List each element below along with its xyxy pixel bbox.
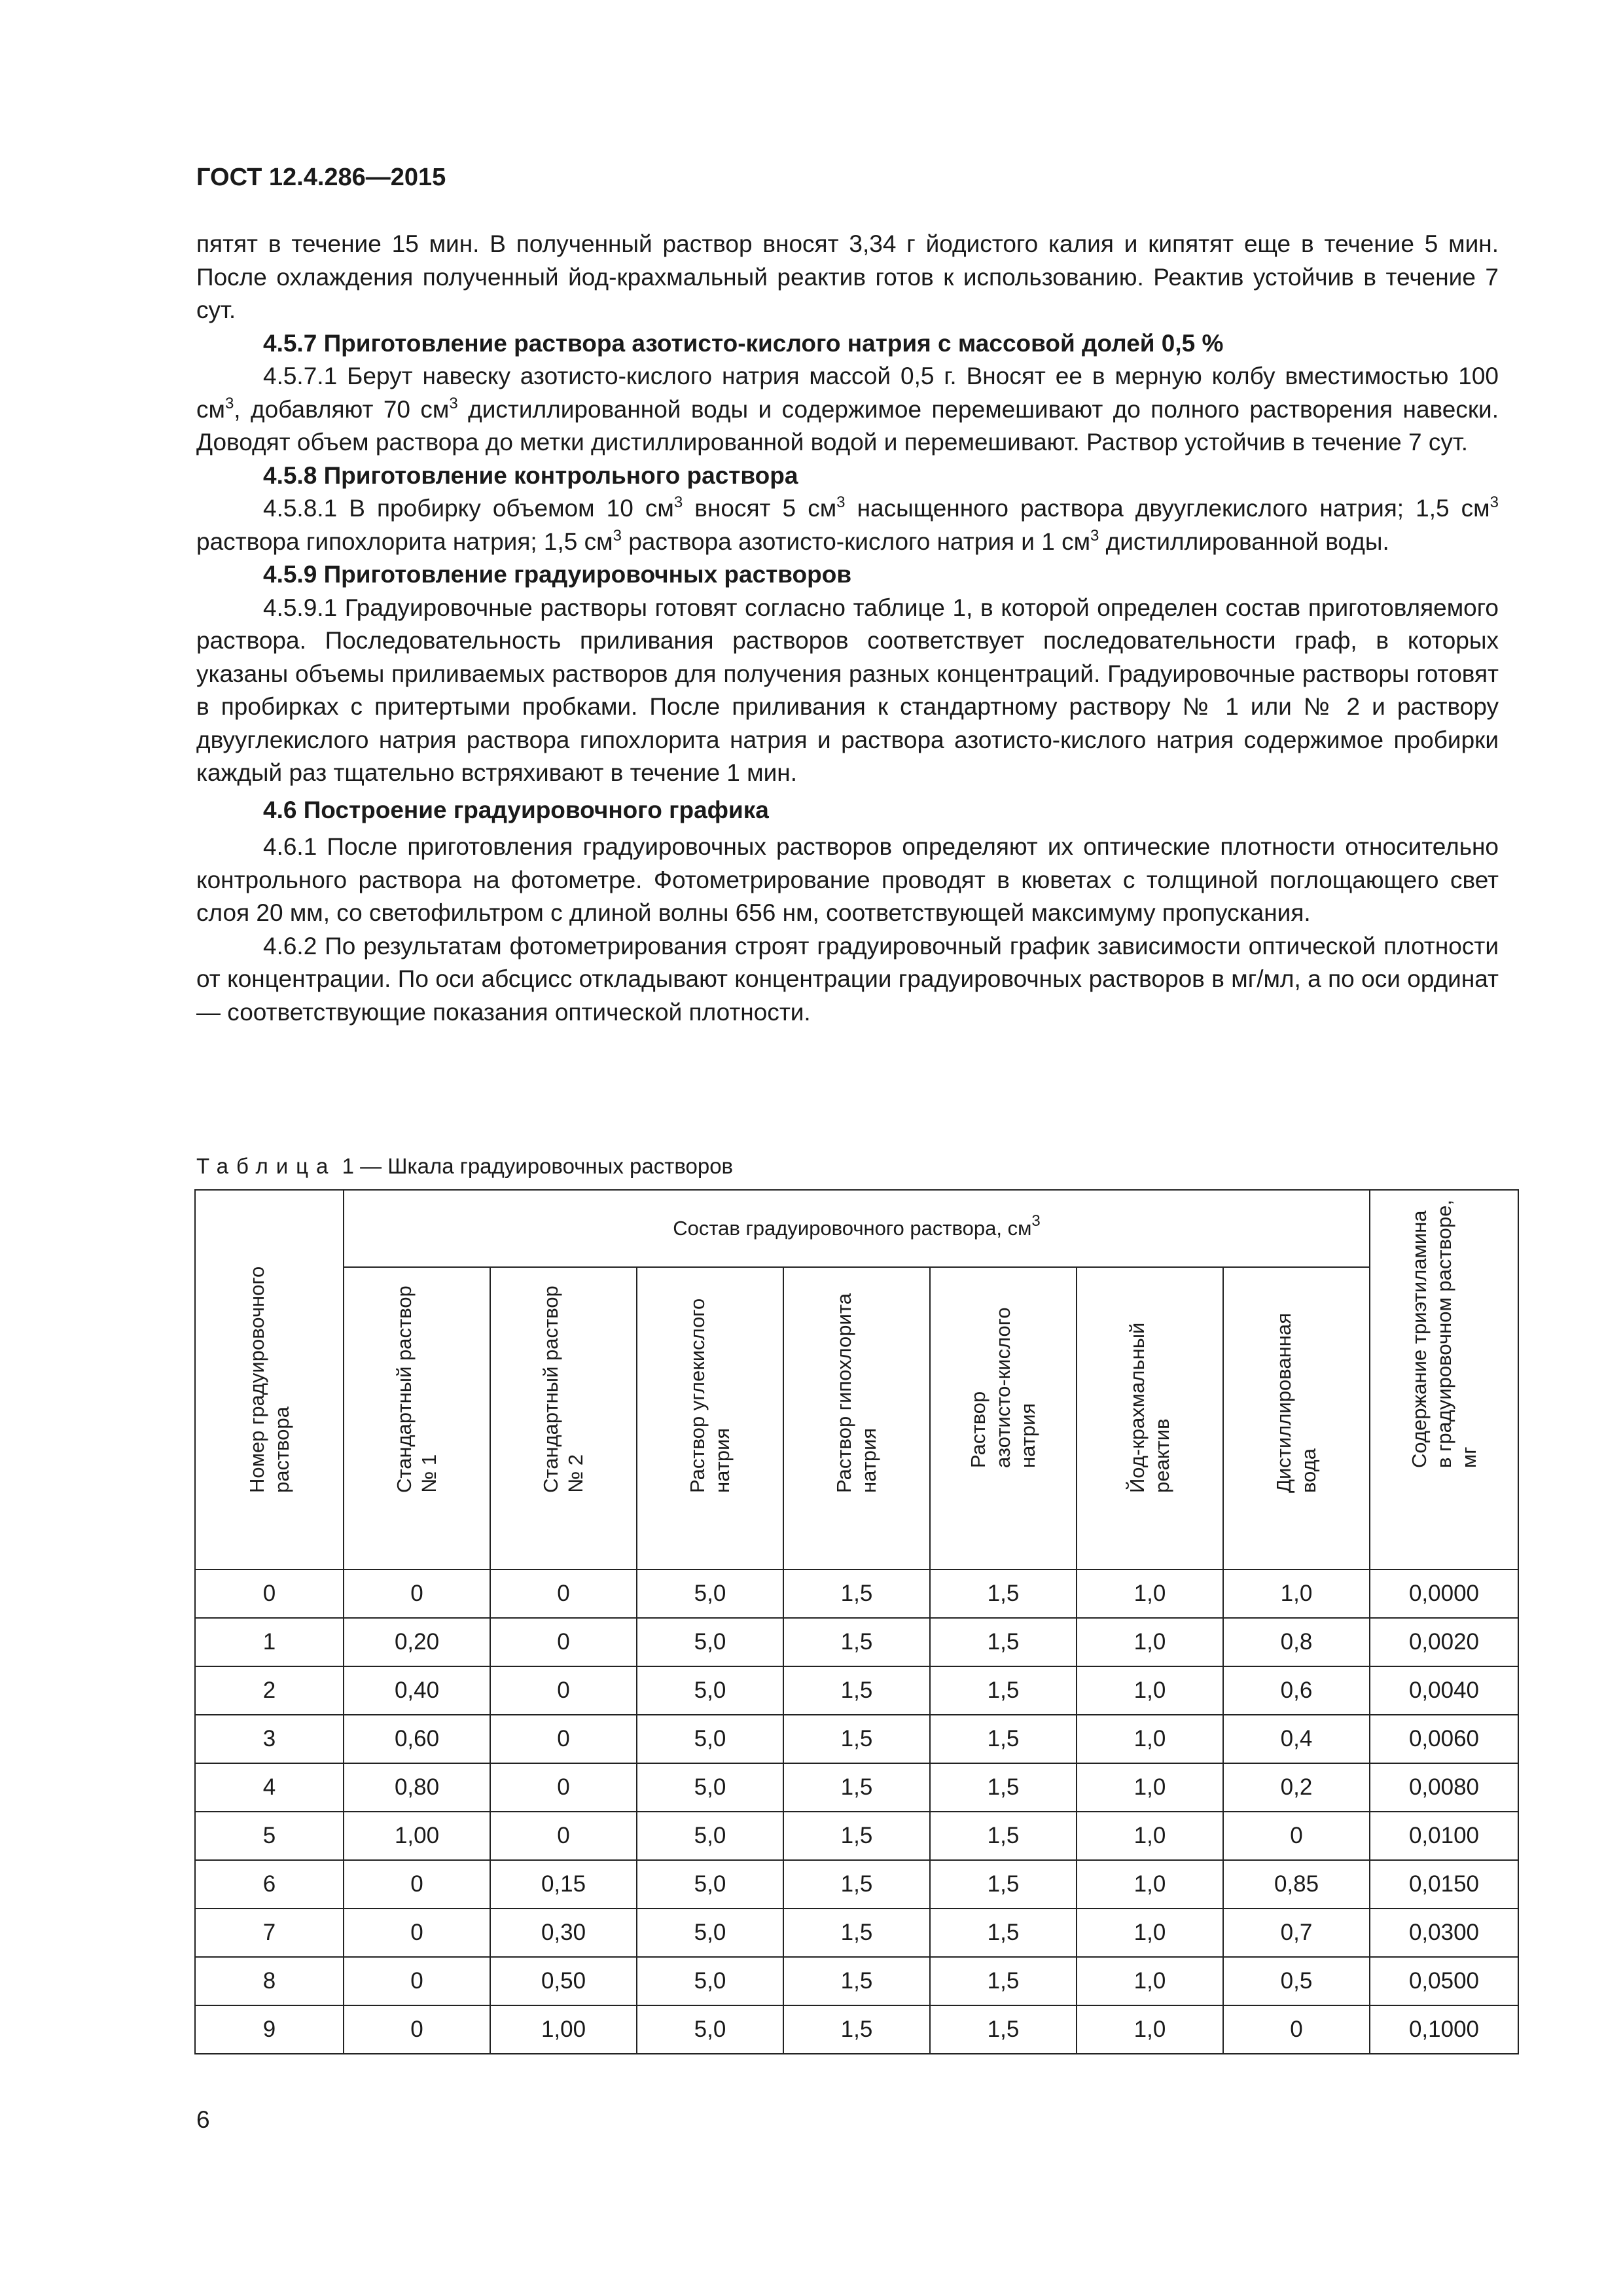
table-cell: 0,8 — [1223, 1618, 1370, 1666]
paragraph-4-6-2: 4.6.2 По результатам фотометрирования строят градуировочный график зависимости оптической плотности от концентрации. По оси абсцисс откладывают концентрации градуировочных растворов в мг/мл, а по оси ординат — соответствующие показания оптической плотности. — [196, 932, 1499, 1026]
table-row — [195, 1715, 1518, 1763]
table-cell: 5 — [195, 1812, 344, 1860]
table-cell: 5,0 — [637, 1763, 783, 1812]
table-cell: 1,5 — [783, 1618, 930, 1666]
table-cell: 1,0 — [1077, 1618, 1223, 1666]
table-row — [195, 2005, 1518, 2054]
table-cell: 0,40 — [344, 1666, 490, 1715]
table-cell: 0,0040 — [1370, 1666, 1518, 1715]
paragraph-4-6-1: 4.6.1 После приготовления градуировочных растворов определяют их оптические плотности относительно контрольного раствора на фотометре. Фотометрирование проводят в кюветах с толщиной поглощающего свет слоя 20 мм, со светофильтром с длиной волны 656 нм, соответствующей максимуму пропускания. — [196, 833, 1499, 926]
table-cell: 5,0 — [637, 2005, 783, 2054]
table-cell: 1,5 — [783, 1957, 930, 2005]
table-cell: 0 — [490, 1618, 637, 1666]
table-cell: 0,50 — [490, 1957, 637, 2005]
table-caption-label: Таблица — [196, 1154, 336, 1178]
table-cell: 1,0 — [1077, 1860, 1223, 1909]
table-row — [195, 1570, 1518, 1618]
calibration-table — [194, 1189, 1519, 2054]
table-cell: 0 — [344, 1909, 490, 1957]
table-caption-text: 1 — Шкала градуировочных растворов — [342, 1154, 734, 1178]
table-cell: 1,5 — [783, 1666, 930, 1715]
column-header-distilled-water: Дистиллированная вода — [1223, 1267, 1370, 1570]
table-cell: 0 — [195, 1570, 344, 1618]
table-cell: 0 — [344, 1860, 490, 1909]
table-cell: 0,0100 — [1370, 1812, 1518, 1860]
table-cell: 0 — [490, 1763, 637, 1812]
table-cell: 1,5 — [930, 1763, 1077, 1812]
table-cell: 5,0 — [637, 1618, 783, 1666]
table-cell: 1,5 — [930, 1618, 1077, 1666]
table-cell: 1,0 — [1077, 1763, 1223, 1812]
table-cell: 1,0 — [1077, 1570, 1223, 1618]
table-cell: 1,5 — [930, 1957, 1077, 2005]
table-cell: 5,0 — [637, 1957, 783, 2005]
table-cell: 8 — [195, 1957, 344, 2005]
table-cell: 0,15 — [490, 1860, 637, 1909]
paragraph-4-5-9-1: 4.5.9.1 Градуировочные растворы готовят согласно таблице 1, в которой определен состав приготовляемого раствора. Последовательность приливания растворов соответствует последовательности граф, в которых указаны объемы приливаемых растворов для получения разных концентраций. Градуировочные растворы готовят в пробирках с притертыми пробками. После приливания к стандартному раствору № 1 или № 2 и раствору двууглекислого натрия раствора гипохлорита натрия и раствора азотисто-кислого натрия содержимое пробирки каждый раз тщательно встряхивают в течение 1 мин. — [196, 594, 1499, 786]
table-cell: 0,7 — [1223, 1909, 1370, 1957]
table-cell: 1,5 — [930, 1860, 1077, 1909]
table-cell: 1,5 — [783, 1909, 930, 1957]
table-cell: 0,4 — [1223, 1715, 1370, 1763]
table-cell: 0,2 — [1223, 1763, 1370, 1812]
table-cell: 5,0 — [637, 1666, 783, 1715]
heading-4-6: 4.6 Построение градуировочного графика — [263, 796, 769, 823]
paragraph-4-5-8-1: 4.5.8.1 В пробирку объемом 10 $см^3$ вносят 5 $см^3$ насыщенного раствора двууглекислого натрия; 1,5 $см^3$ раствора гипохлорита натрия; 1,5 $см^3$ раствора азотисто-кислого натрия и 1 $см^3$ дистиллированной воды. — [196, 493, 1499, 555]
table-cell: 0,0500 — [1370, 1957, 1518, 2005]
table-cell: 1,5 — [930, 1666, 1077, 1715]
table-cell: 1,00 — [490, 2005, 637, 2054]
table-cell: 5,0 — [637, 1812, 783, 1860]
table-cell: 7 — [195, 1909, 344, 1957]
paragraph-continuation: пятят в течение 15 мин. В полученный раствор вносят 3,34 г йодистого калия и кипятят еще в течение 5 мин. После охлаждения полученный йод-крахмальный реактив готов к использованию. Реактив устойчив в течение 7 сут. — [196, 230, 1499, 323]
table-cell: 6 — [195, 1860, 344, 1909]
table-cell: 1,5 — [930, 2005, 1077, 2054]
table-cell: 1,0 — [1077, 1909, 1223, 1957]
column-header-content: Содержание триэтиламина в градуировочном растворе, мг — [1370, 1190, 1518, 1570]
heading-4-5-8: 4.5.8 Приготовление контрольного раствора — [263, 461, 798, 489]
table-cell: 0,1000 — [1370, 2005, 1518, 2054]
table-cell: 1,5 — [783, 1715, 930, 1763]
table-cell: 0,0060 — [1370, 1715, 1518, 1763]
table-cell: 1,5 — [930, 1812, 1077, 1860]
column-header-nitrite: Раствор азотисто-кислого натрия — [930, 1267, 1077, 1570]
table-cell: 1,5 — [783, 1763, 930, 1812]
table-cell: 1,5 — [783, 1812, 930, 1860]
table-cell: 0 — [1223, 1812, 1370, 1860]
table-cell: 0,0080 — [1370, 1763, 1518, 1812]
table-cell: 0,85 — [1223, 1860, 1370, 1909]
table-cell: 0 — [344, 2005, 490, 2054]
table-cell: 1,0 — [1223, 1570, 1370, 1618]
table-cell: 0 — [490, 1666, 637, 1715]
table-cell: 0,0020 — [1370, 1618, 1518, 1666]
table-row — [195, 1909, 1518, 1957]
table-row — [195, 1860, 1518, 1909]
table-cell: 9 — [195, 2005, 344, 2054]
table-cell: 0 — [490, 1812, 637, 1860]
table-cell: 5,0 — [637, 1909, 783, 1957]
table-body — [195, 1570, 1518, 2054]
table-cell: 3 — [195, 1715, 344, 1763]
table-cell: 0,30 — [490, 1909, 637, 1957]
table-caption — [196, 1154, 733, 1179]
table-cell: 1,0 — [1077, 1715, 1223, 1763]
table-cell: 0,20 — [344, 1618, 490, 1666]
table-cell: 0 — [490, 1570, 637, 1618]
heading-4-5-9: 4.5.9 Приготовление градуировочных растворов — [263, 561, 852, 588]
table-cell: 0,0300 — [1370, 1909, 1518, 1957]
table-cell: 5,0 — [637, 1860, 783, 1909]
heading-4-5-7: 4.5.7 Приготовление раствора азотисто-кислого натрия с массовой долей 0,5 % — [263, 329, 1224, 357]
body-text — [196, 228, 1499, 1029]
table-cell: 2 — [195, 1666, 344, 1715]
table-cell: 1,5 — [783, 1860, 930, 1909]
table-cell: 0,60 — [344, 1715, 490, 1763]
column-header-iodine-starch: Йод-крахмальный реактив — [1077, 1267, 1223, 1570]
table-row — [195, 1666, 1518, 1715]
paragraph-4-5-7-1: 4.5.7.1 Берут навеску азотисто-кислого натрия массой 0,5 г. Вносят ее в мерную колбу вместимостью 100 $см^3$, добавляют 70 $см^3$ дистиллированной воды и содержимое перемешивают до полного растворения навески. Доводят объем раствора до метки дистиллированной водой и перемешивают. Раствор устойчив в течение 7 сут. — [196, 363, 1499, 456]
table-cell: 5,0 — [637, 1715, 783, 1763]
table-cell: 0 — [344, 1570, 490, 1618]
table-cell: 0 — [1223, 2005, 1370, 2054]
table-cell: 0,0150 — [1370, 1860, 1518, 1909]
table-cell: 1,00 — [344, 1812, 490, 1860]
column-header-number: Номер градуировочного раствора — [195, 1190, 344, 1570]
table-cell: 1 — [195, 1618, 344, 1666]
table-cell: 5,0 — [637, 1570, 783, 1618]
table-cell: 0,0000 — [1370, 1570, 1518, 1618]
table-cell: 0 — [490, 1715, 637, 1763]
table-cell: 4 — [195, 1763, 344, 1812]
table-cell: 1,5 — [930, 1715, 1077, 1763]
table-row — [195, 1618, 1518, 1666]
column-group-header-composition: Состав градуировочного раствора, $см^3$ — [344, 1190, 1370, 1267]
table-cell: 1,5 — [930, 1570, 1077, 1618]
column-header-hypochlorite: Раствор гипохлорита натрия — [783, 1267, 930, 1570]
table-cell: 1,0 — [1077, 2005, 1223, 2054]
table-cell: 0,80 — [344, 1763, 490, 1812]
table-cell: 1,0 — [1077, 1957, 1223, 2005]
table-row — [195, 1957, 1518, 2005]
page-number: 6 — [196, 2106, 210, 2133]
table-cell: 1,0 — [1077, 1666, 1223, 1715]
table-cell: 1,5 — [783, 1570, 930, 1618]
column-header-standard-1: Стандартный раствор № 1 — [344, 1267, 490, 1570]
table-cell: 1,5 — [783, 2005, 930, 2054]
document-code-header: ГОСТ 12.4.286—2015 — [196, 164, 446, 191]
table-row — [195, 1763, 1518, 1812]
table-cell: 1,0 — [1077, 1812, 1223, 1860]
column-header-standard-2: Стандартный раствор № 2 — [490, 1267, 637, 1570]
table-row — [195, 1812, 1518, 1860]
table-cell: 0,5 — [1223, 1957, 1370, 2005]
table-cell: 0,6 — [1223, 1666, 1370, 1715]
table-cell: 1,5 — [930, 1909, 1077, 1957]
table-cell: 0 — [344, 1957, 490, 2005]
column-header-carbonate: Раствор углекислого натрия — [637, 1267, 783, 1570]
